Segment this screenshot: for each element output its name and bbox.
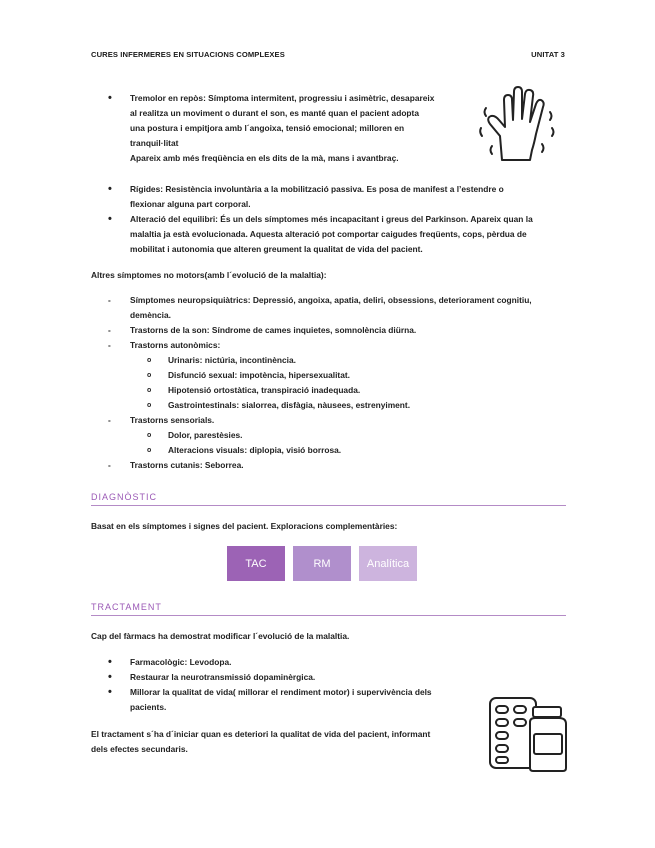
list-item-autonomic: - Trastorns autonòmics: [108,340,221,350]
list-item-sleep: - Trastorns de la son: Síndrome de cames inquietes, somnolència diürna. [108,325,417,335]
list-item-visual: o Alteracions visuals: diplopia, visió borrosa. [91,443,571,458]
list-item-rigidity: • Rígides: Resistència involuntària a la mobilització passiva. Es posa de manifest a l’estendre o flexionar alguna part corporal. [91,182,581,212]
list-item-hypotension: o Hipotensió ortostàtica, transpiració inadequada. [91,383,571,398]
list-item-quality: • Millorar la qualitat de vida( millorar el rendiment motor) i supervivència dels pacients. [91,685,481,715]
list-item-urinary: o Urinaris: nictúria, incontinència. [91,353,571,368]
list-item-pharma: • Farmacològic: Levodopa. [91,655,481,670]
hand-tremor-icon [478,84,560,170]
treatment-list [91,655,481,715]
sensory-sublist [91,428,571,458]
list-item-gastro: o Gastrointestinals: sialorrea, disfàgia, nàusees, estrenyiment. [91,398,571,413]
non-motor-title: Altres símptomes no motors(amb l´evolució de la malaltia): [91,270,327,280]
treatment-heading: TRACTAMENT [91,602,566,616]
motor-symptom-list [91,182,581,257]
analitica-button[interactable]: Analítica [359,546,417,581]
treatment-closing: El tractament s´ha d´iniciar quan es deteriori la qualitat de vida del pacient, informant dels efectes secundaris. [91,729,431,754]
list-item-dopamine: • Restaurar la neurotransmissió dopaminèrgica. [91,670,481,685]
motor-symptom-tremor-list [91,91,491,166]
list-item-neuropsychiatric: - Símptomes neuropsiquiàtrics: Depressió, angoixa, apatia, deliri, obsessions, deteriorament cognitiu, demència. [108,295,532,320]
list-item-cutaneous: - Trastorns cutanis: Seborrea. [108,460,244,470]
list-item-sexual: o Disfunció sexual: impotència, hipersexualitat. [91,368,571,383]
header-unit: UNITAT 3 [531,50,565,59]
list-item-pain: o Dolor, parestèsies. [91,428,571,443]
list-item-sensory: - Trastorns sensorials. [108,415,215,425]
treatment-intro: Cap del fàrmacs ha demostrat modificar l´evolució de la malaltia. [91,631,350,641]
diagnosis-text: Basat en els símptomes i signes del pacient. Exploracions complementàries: [91,521,398,531]
tac-button[interactable]: TAC [227,546,285,581]
diagnosis-heading: DIAGNÒSTIC [91,492,566,506]
non-motor-list [91,293,571,473]
rm-button[interactable]: RM [293,546,351,581]
list-item-balance: • Alteració del equilibri: És un dels símptomes més incapacitant i greus del Parkinson. Apareix quan la malaltia ja està evolucionada. Aquesta alteració pot comportar caigudes freqüents, cops, pèrdua de mobilitat i autonomia que alteren greument la qualitat de vida del pacient. [91,212,581,257]
autonomic-sublist [91,353,571,413]
list-item-tremor: • Tremolor en repòs: Símptoma intermitent, progressiu i asimètric, desapareix al realitza un moviment o durant el son, es manté quan el pacient adopta una postura i empitjora amb l´angoixa, tensió emocional; milloren en tranquil·litat Apareix amb més freqüència en els dits de la mà, mans i avantbraç. [91,91,491,166]
header-course-title: CURES INFERMERES EN SITUACIONS COMPLEXES [91,50,285,59]
medication-icon [486,694,574,774]
